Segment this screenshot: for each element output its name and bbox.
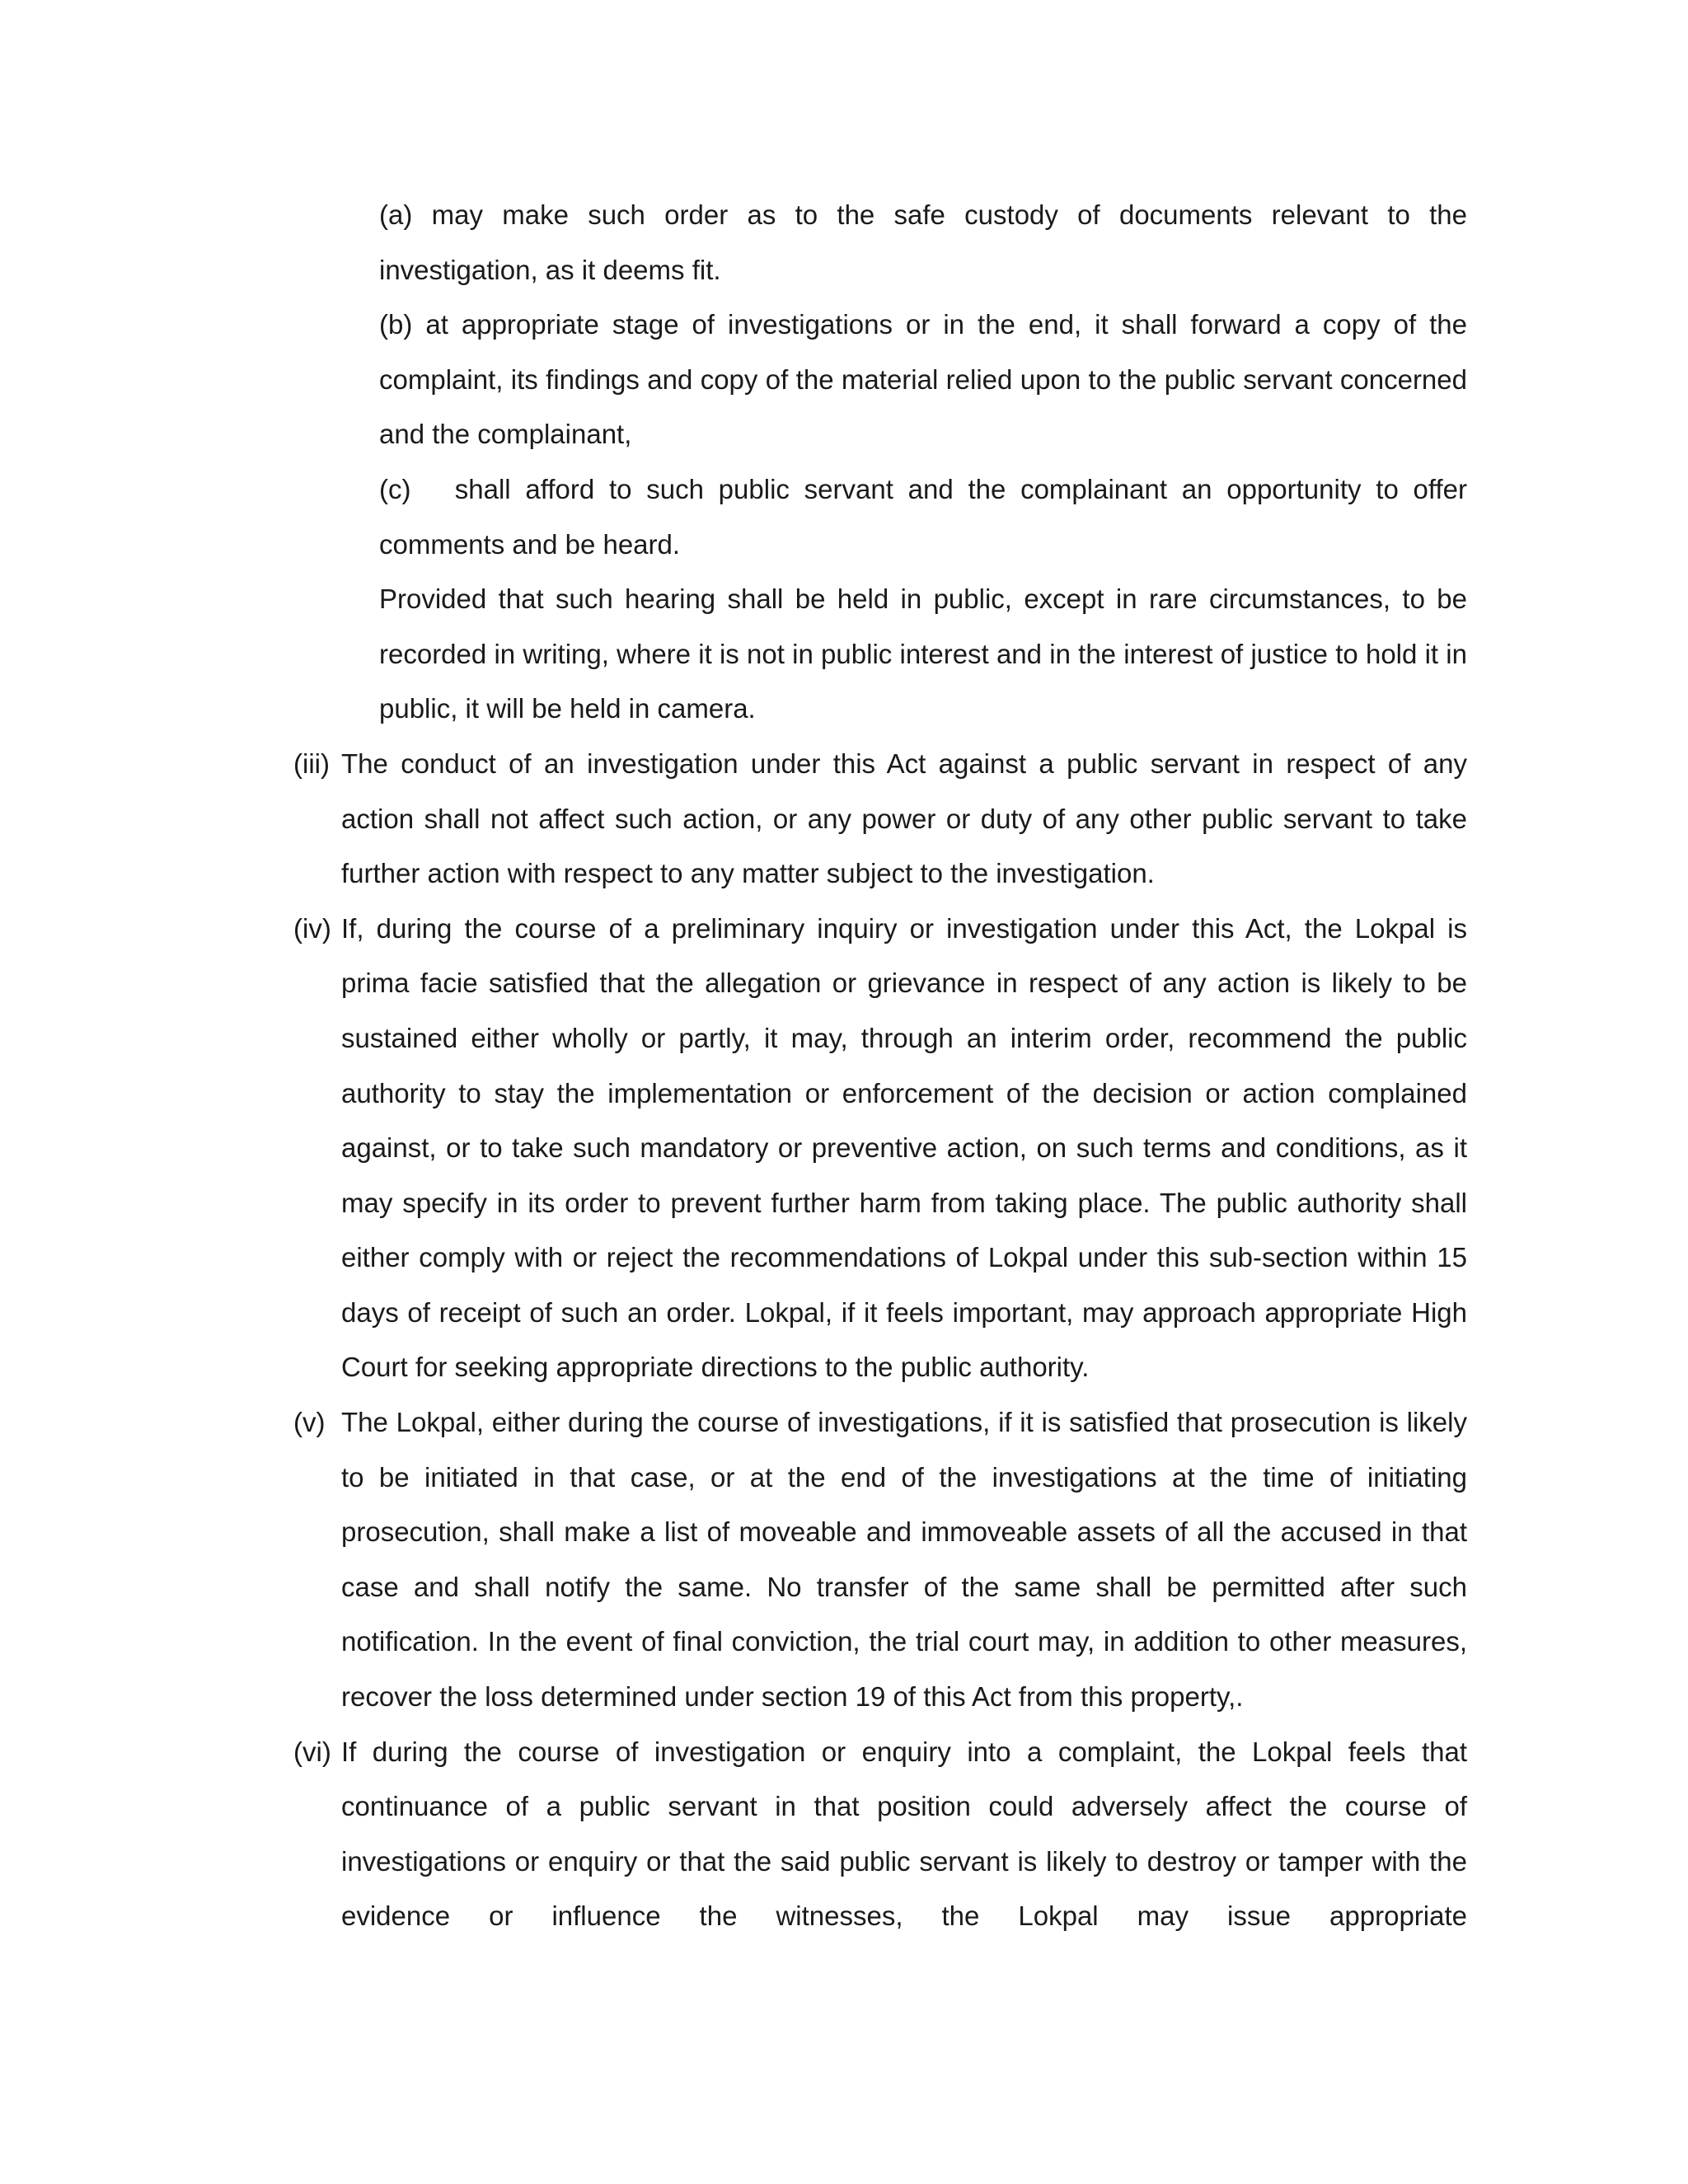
clause-text: If, during the course of a preliminary inquiry or investigation under this Act, the Lokpal is prima facie satisfied that the allegation or grievance in respect of any action is likely to be sustained either wholly or partly, it may, through an interim order, recommend the public authority to stay the implementation or enforcement of the decision or action complained against, or to take such mandatory or preventive action, on such terms and conditions, as it may specify in its order to prevent further harm from taking place. The public authority shall either comply with or reject the recommendations of Lokpal under this sub-section within 15 days of receipt of such an order. Lokpal, if it feels important, may approach appropriate High Court for seeking appropriate directions to the public authority. xyxy=(341,912,1467,1383)
sub-clause-text: shall afford to such public servant and the complainant an opportunity to offer comments and be heard. xyxy=(379,473,1467,560)
sub-clause-label: (a) xyxy=(379,199,413,230)
proviso-paragraph: Provided that such hearing shall be held in public, except in rare circumstances, to be recorded in writing, where it is not in public interest and in the interest of justice to hold it in public, it will be held in camera. xyxy=(379,583,1467,724)
clause-text: The conduct of an investigation under this Act against a public servant in respect of any action shall not affect such action, or any power or duty of any other public servant to take further action with respect to any matter subject to the investigation. xyxy=(341,748,1467,889)
sub-clause-text: at appropriate stage of investigations or in the end, it shall forward a copy of the complaint, its findings and copy of the material relied upon to the public servant concerned and the complainant, xyxy=(379,309,1467,450)
sub-clause-c xyxy=(379,462,1467,572)
clause-number: (iv) xyxy=(293,912,331,944)
sub-clause-b xyxy=(379,298,1467,462)
clause-iv xyxy=(293,902,1467,1395)
clause-number: (vi) xyxy=(293,1736,331,1767)
clause-v xyxy=(293,1395,1467,1725)
document-body xyxy=(0,188,1688,1944)
sub-clause-label: (b) xyxy=(379,309,413,340)
clause-text: The Lokpal, either during the course of investigations, if it is satisfied that prosecution is likely to be initiated in that case, or at the end of the investigations at the time of initiating prosecution, shall make a list of moveable and immoveable assets of all the accused in that case and shall notify the same. No transfer of the same shall be permitted after such notification. In the event of final conviction, the trial court may, in addition to other measures, recover the loss determined under section 19 of this Act from this property,. xyxy=(341,1407,1467,1713)
clause-text: If during the course of investigation or enquiry into a complaint, the Lokpal feels that continuance of a public servant in that position could adversely affect the course of investigations or enquiry or that the said public servant is likely to destroy or tamper with the evidence or influence the witnesses, the Lokpal may issue appropriate xyxy=(341,1736,1467,1932)
clause-number: (v) xyxy=(293,1407,326,1438)
sub-clause-text: may make such order as to the safe custody of documents relevant to the investigation, as it deems fit. xyxy=(379,199,1467,285)
sub-clause-label: (c) xyxy=(379,473,411,504)
clause-number: (iii) xyxy=(293,748,330,779)
clause-iii xyxy=(293,737,1467,902)
clause-vi xyxy=(293,1725,1467,1944)
sub-clause-a xyxy=(379,188,1467,298)
